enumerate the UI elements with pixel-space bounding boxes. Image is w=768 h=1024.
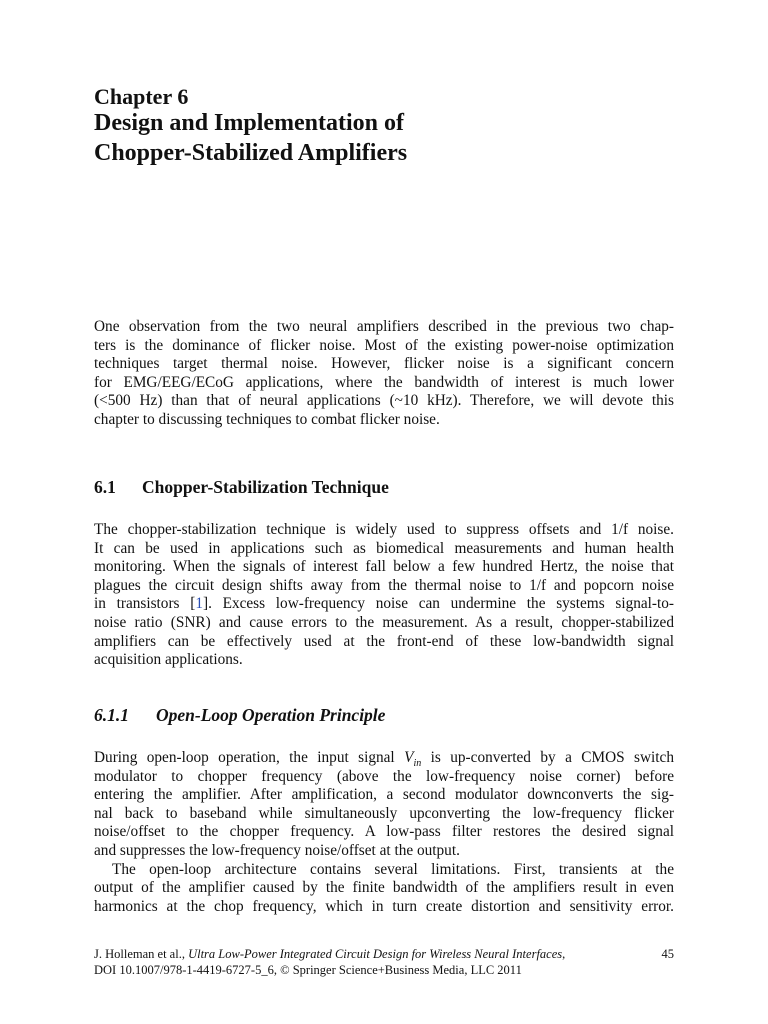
section-title: Chopper-Stabilization Technique — [142, 477, 389, 497]
text-line: The chopper-stabilization technique is widely used to suppress offsets and 1/f noise. — [94, 521, 674, 538]
chapter-title-line-2: Chopper-Stabilized Amplifiers — [94, 140, 408, 166]
text-line: The open-loop architecture contains several limitations. First, transients at the — [112, 860, 674, 878]
citation-line — [94, 946, 674, 962]
text-line: techniques target thermal noise. However, flicker noise is a significant concern — [94, 355, 674, 373]
chapter-title — [94, 108, 407, 168]
math-symbol-vin: $V_{in}$ — [404, 749, 422, 770]
text-line: noise ratio (SNR) and cause errors to the measurement. As a result, chopper-stabilized — [94, 613, 674, 631]
text-line: acquisition applications. — [94, 651, 243, 669]
text-line: It can be used in applications such as biomedical measurements and human health — [94, 539, 674, 557]
text-line: One observation from the two neural amplifiers described in the previous two chap- — [94, 318, 674, 335]
text-line: entering the amplifier. After amplification, a second modulator downconverts the sig- — [94, 786, 674, 804]
section-6-1-1-paragraph — [94, 749, 674, 916]
text-fragment: in transistors [ — [94, 595, 196, 613]
section-number: 6.1 — [94, 477, 116, 497]
text-line — [94, 595, 674, 614]
page-footer — [94, 946, 674, 978]
text-line: amplifiers can be effectively used at the front-end of these low-bandwidth signal — [94, 632, 674, 650]
text-line: modulator to chopper frequency (above the low-frequency noise corner) before — [94, 767, 674, 785]
text-line: output of the amplifier caused by the finite bandwidth of the amplifiers result in even — [94, 879, 674, 897]
section-6-1-paragraph — [94, 521, 674, 670]
section-number: 6.1.1 — [94, 705, 129, 725]
footer-citation: J. Holleman et al., Ultra Low-Power Integrated Circuit Design for Wireless Neural Interfaces, — [94, 947, 566, 961]
text-line: (<500 Hz) than that of neural applications (~10 kHz). Therefore, we will devote this — [94, 392, 674, 410]
section-heading-6-1-1 — [94, 704, 385, 726]
chapter-title-line-1: Design and Implementation of — [94, 110, 405, 136]
intro-paragraph — [94, 318, 674, 430]
doi-line: DOI 10.1007/978-1-4419-6727-5_6, © Springer Science+Business Media, LLC 2011 — [94, 963, 522, 977]
text-line: for EMG/EEG/ECoG applications, where the bandwidth of interest is much lower — [94, 373, 674, 391]
section-heading-6-1 — [94, 476, 389, 498]
text-fragment: ]. Excess low-frequency noise can undermine the systems signal-to- — [202, 595, 674, 613]
text-fragment: is up-converted by a CMOS switch — [421, 749, 674, 766]
text-line: ters is the dominance of flicker noise. Most of the existing power-noise optimization — [94, 336, 674, 354]
citation-link[interactable]: 1 — [195, 595, 203, 613]
text-line: chapter to discussing techniques to combat flicker noise. — [94, 410, 440, 428]
text-line — [94, 749, 674, 768]
book-title: Ultra Low-Power Integrated Circuit Design for Wireless Neural Interfaces — [188, 947, 563, 961]
text-line: nal back to baseband while simultaneously upconverting the low-frequency flicker — [94, 804, 674, 822]
section-title: Open-Loop Operation Principle — [156, 705, 386, 725]
text-line: harmonics at the chop frequency, which in turn create distortion and sensitivity error. — [94, 897, 674, 915]
text-line: and suppresses the low-frequency noise/offset at the output. — [94, 841, 460, 859]
text-line: plagues the circuit design shifts away from the thermal noise to 1/f and popcorn noise — [94, 576, 674, 594]
text-line: monitoring. When the signals of interest fall below a few hundred Hertz, the noise that — [94, 558, 674, 576]
text-fragment: During open-loop operation, the input signal — [94, 749, 405, 766]
page-number: 45 — [661, 947, 674, 961]
text-line: noise/offset to the chopper frequency. A low-pass filter restores the desired signal — [94, 823, 674, 841]
chapter-label: Chapter 6 — [94, 84, 189, 109]
